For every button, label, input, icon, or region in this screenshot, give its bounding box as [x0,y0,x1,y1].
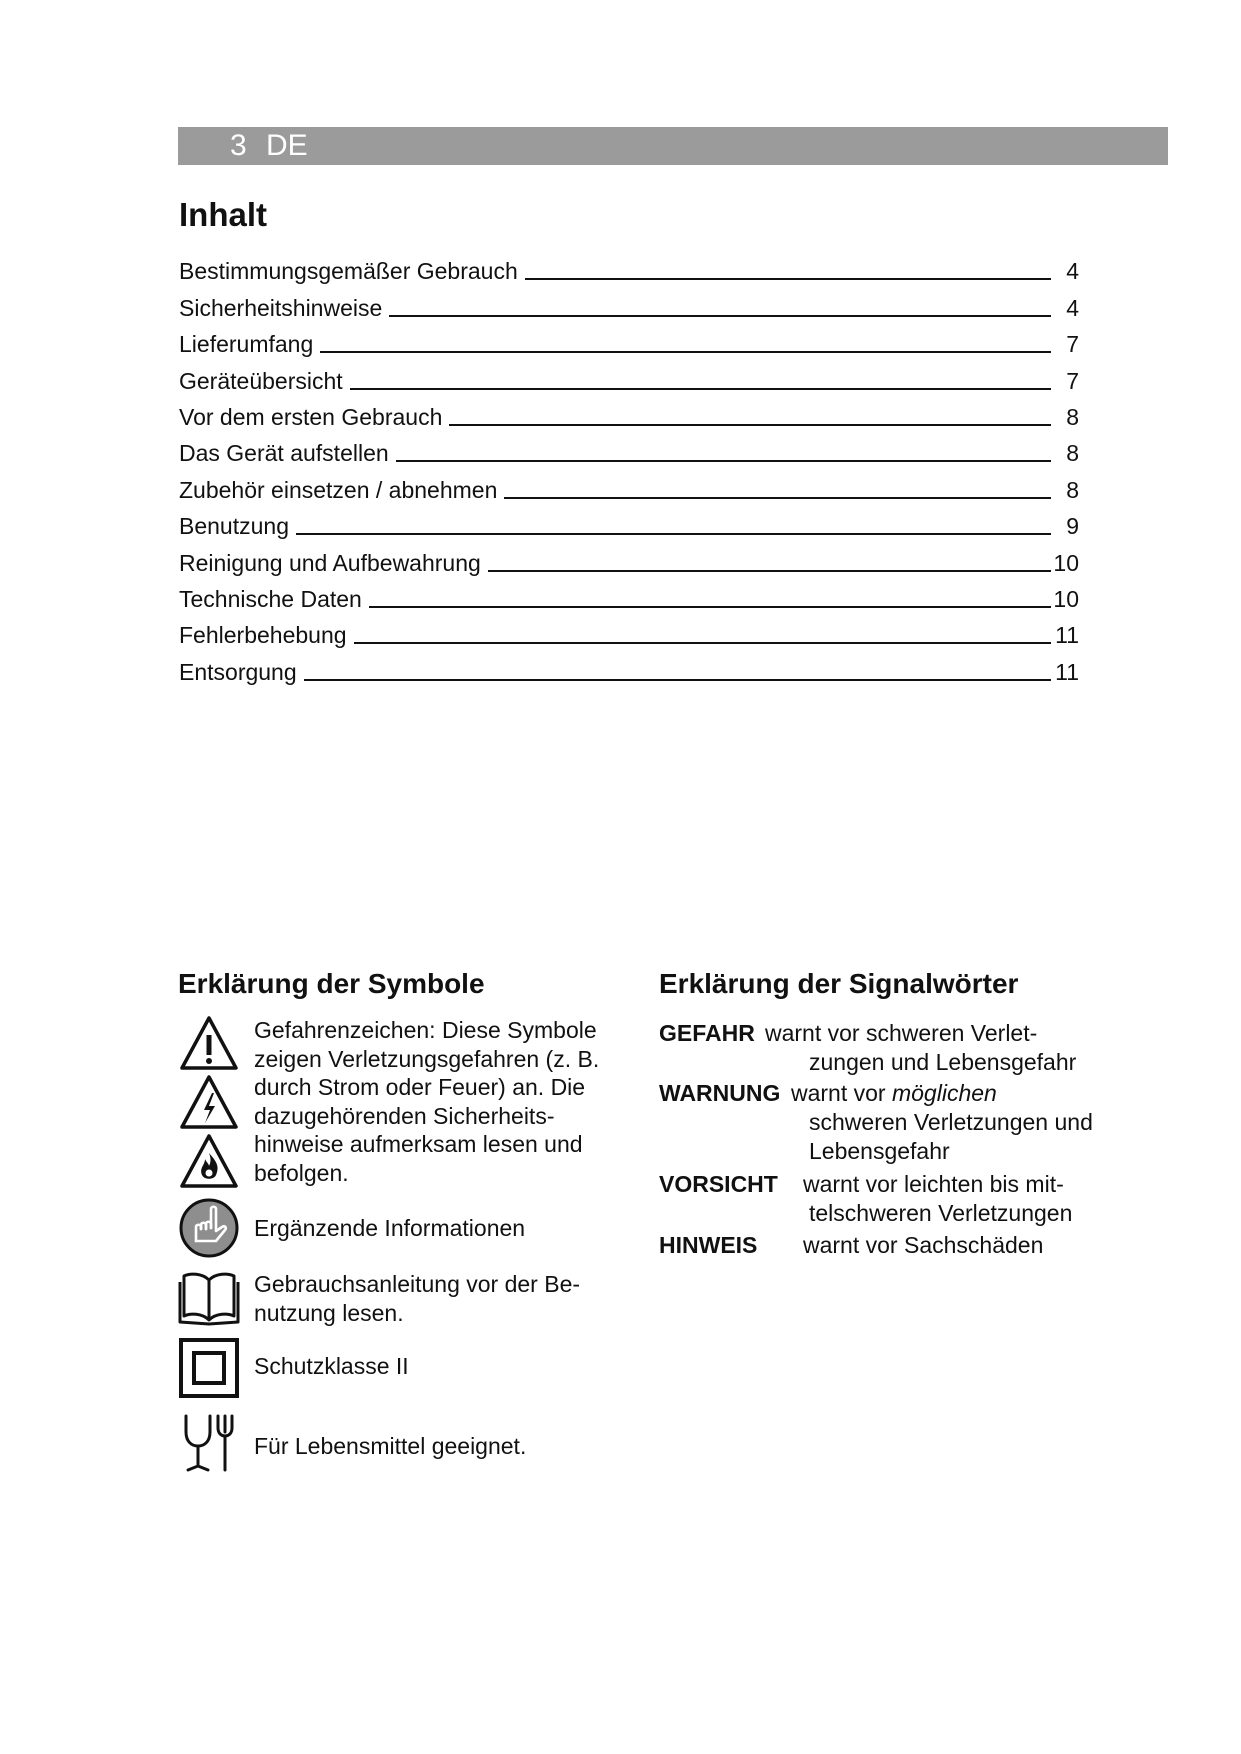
book-icon [178,1270,240,1326]
toc-entry-page: 8 [1066,403,1079,430]
symbol-description-line: durch Strom oder Feuer) an. Die [254,1074,586,1100]
symbol-description [254,1432,634,1461]
symbol-description [254,1016,634,1187]
toc-leader-line [525,278,1051,280]
toc-entry [179,576,1079,612]
toc-entry [179,503,1079,539]
symbol-description-line: Für Lebensmittel geeignet. [254,1433,527,1459]
toc-leader-line [350,388,1051,390]
symbol-description [254,1214,634,1243]
signal-text-line: schweren Verletzungen und [809,1109,1093,1135]
symbol-description-line: nutzung lesen. [254,1299,404,1326]
toc-leader-line [369,606,1051,608]
symbol-description-line: dazugehörenden Sicherheits- [254,1102,555,1129]
toc-entry-label: Das Gerät aufstellen [179,440,389,467]
symbol-description-line: befolgen. [254,1159,349,1186]
toc-entry-page: 9 [1066,513,1079,540]
signal-text-line: warnt vor schweren Verlet- [765,1020,1038,1046]
signal-word: GEFAHR [659,1020,755,1046]
toc-entry-page: 7 [1066,367,1079,394]
toc-entry-page: 11 [1055,622,1079,649]
toc-entry-label: Bestimmungsgemäßer Gebrauch [179,258,518,285]
symbol-description-line: Gefahrenzeichen: Diese Symbole [254,1017,597,1043]
toc-leader-line [320,351,1051,353]
signal-text-line: zungen und Lebensgefahr [809,1049,1077,1075]
toc-entry-page: 8 [1066,440,1079,467]
toc-entry-label: Geräteübersicht [179,367,343,394]
toc-leader-line [304,679,1051,681]
toc-entry-label: Fehlerbehebung [179,622,347,649]
info-hand-icon [178,1197,240,1259]
toc-entry-label: Vor dem ersten Gebrauch [179,403,443,430]
toc-title: Inhalt [179,196,267,233]
toc-entry-page: 10 [1053,585,1079,612]
toc-entry-label: Technische Daten [179,585,362,612]
toc-entry [179,284,1079,320]
toc-leader-line [488,570,1051,572]
toc-leader-line [449,424,1051,426]
signal-text-line [791,1079,997,1109]
signal-text-line: telschweren Verletzungen [809,1200,1073,1226]
signal-text-line: warnt vor leichten bis mit- [803,1171,1064,1197]
toc-entry-page: 4 [1066,258,1079,285]
toc-entry [179,612,1079,648]
toc-leader-line [389,315,1051,317]
toc-entry [179,248,1079,284]
toc-entry-page: 4 [1066,294,1079,321]
toc-leader-line [396,460,1051,462]
page-number: 3 [230,129,247,162]
toc-entry-page: 10 [1053,549,1079,576]
symbol-description-line: zeigen Verletzungsgefahren (z. B. [254,1045,600,1072]
page-header-bar [178,127,1168,165]
signal-text-line: Lebensgefahr [809,1138,950,1164]
toc-entry-label: Benutzung [179,513,289,540]
toc-entry [179,648,1079,684]
toc-leader-line [504,497,1051,499]
toc-entry [179,321,1079,357]
signal-text-part: warnt vor [791,1080,892,1106]
toc-entry-label: Entsorgung [179,658,297,685]
language-code: DE [266,129,308,162]
signal-word: VORSICHT [659,1171,778,1197]
symbol-description-line: hinweise aufmerksam lesen und [254,1131,583,1157]
table-of-contents [179,248,1079,685]
symbol-description-line: Ergänzende Informationen [254,1215,526,1241]
symbol-description-line: Gebrauchsanleitung vor der Be- [254,1271,581,1297]
signal-word: WARNUNG [659,1080,781,1106]
signal-text-line: warnt vor Sachschäden [803,1232,1044,1258]
signal-text-emphasis: möglichen [891,1080,997,1106]
toc-entry [179,357,1079,393]
signals-section-title: Erklärung der Signalwörter [659,968,1019,999]
warning-triangles-icon [178,1013,240,1191]
toc-entry [179,430,1079,466]
toc-entry-page: 11 [1055,658,1079,685]
symbol-description [254,1352,634,1381]
toc-leader-line [354,642,1051,644]
symbol-description [254,1270,634,1327]
toc-entry-page: 7 [1066,331,1079,358]
toc-entry [179,394,1079,430]
symbol-description-line: Schutzklasse II [254,1353,409,1379]
toc-entry [179,466,1079,502]
toc-entry-label: Reinigung und Aufbewahrung [179,549,481,576]
toc-leader-line [296,533,1051,535]
toc-entry [179,539,1079,575]
protection-class-icon [178,1337,240,1399]
toc-entry-page: 8 [1066,476,1079,503]
symbols-section-title: Erklärung der Symbole [178,968,485,999]
toc-entry-label: Sicherheitshinweise [179,294,383,321]
toc-entry-label: Zubehör einsetzen / abnehmen [179,476,498,503]
food-safe-icon [178,1412,240,1474]
signal-word: HINWEIS [659,1232,758,1258]
toc-entry-label: Lieferumfang [179,331,314,358]
